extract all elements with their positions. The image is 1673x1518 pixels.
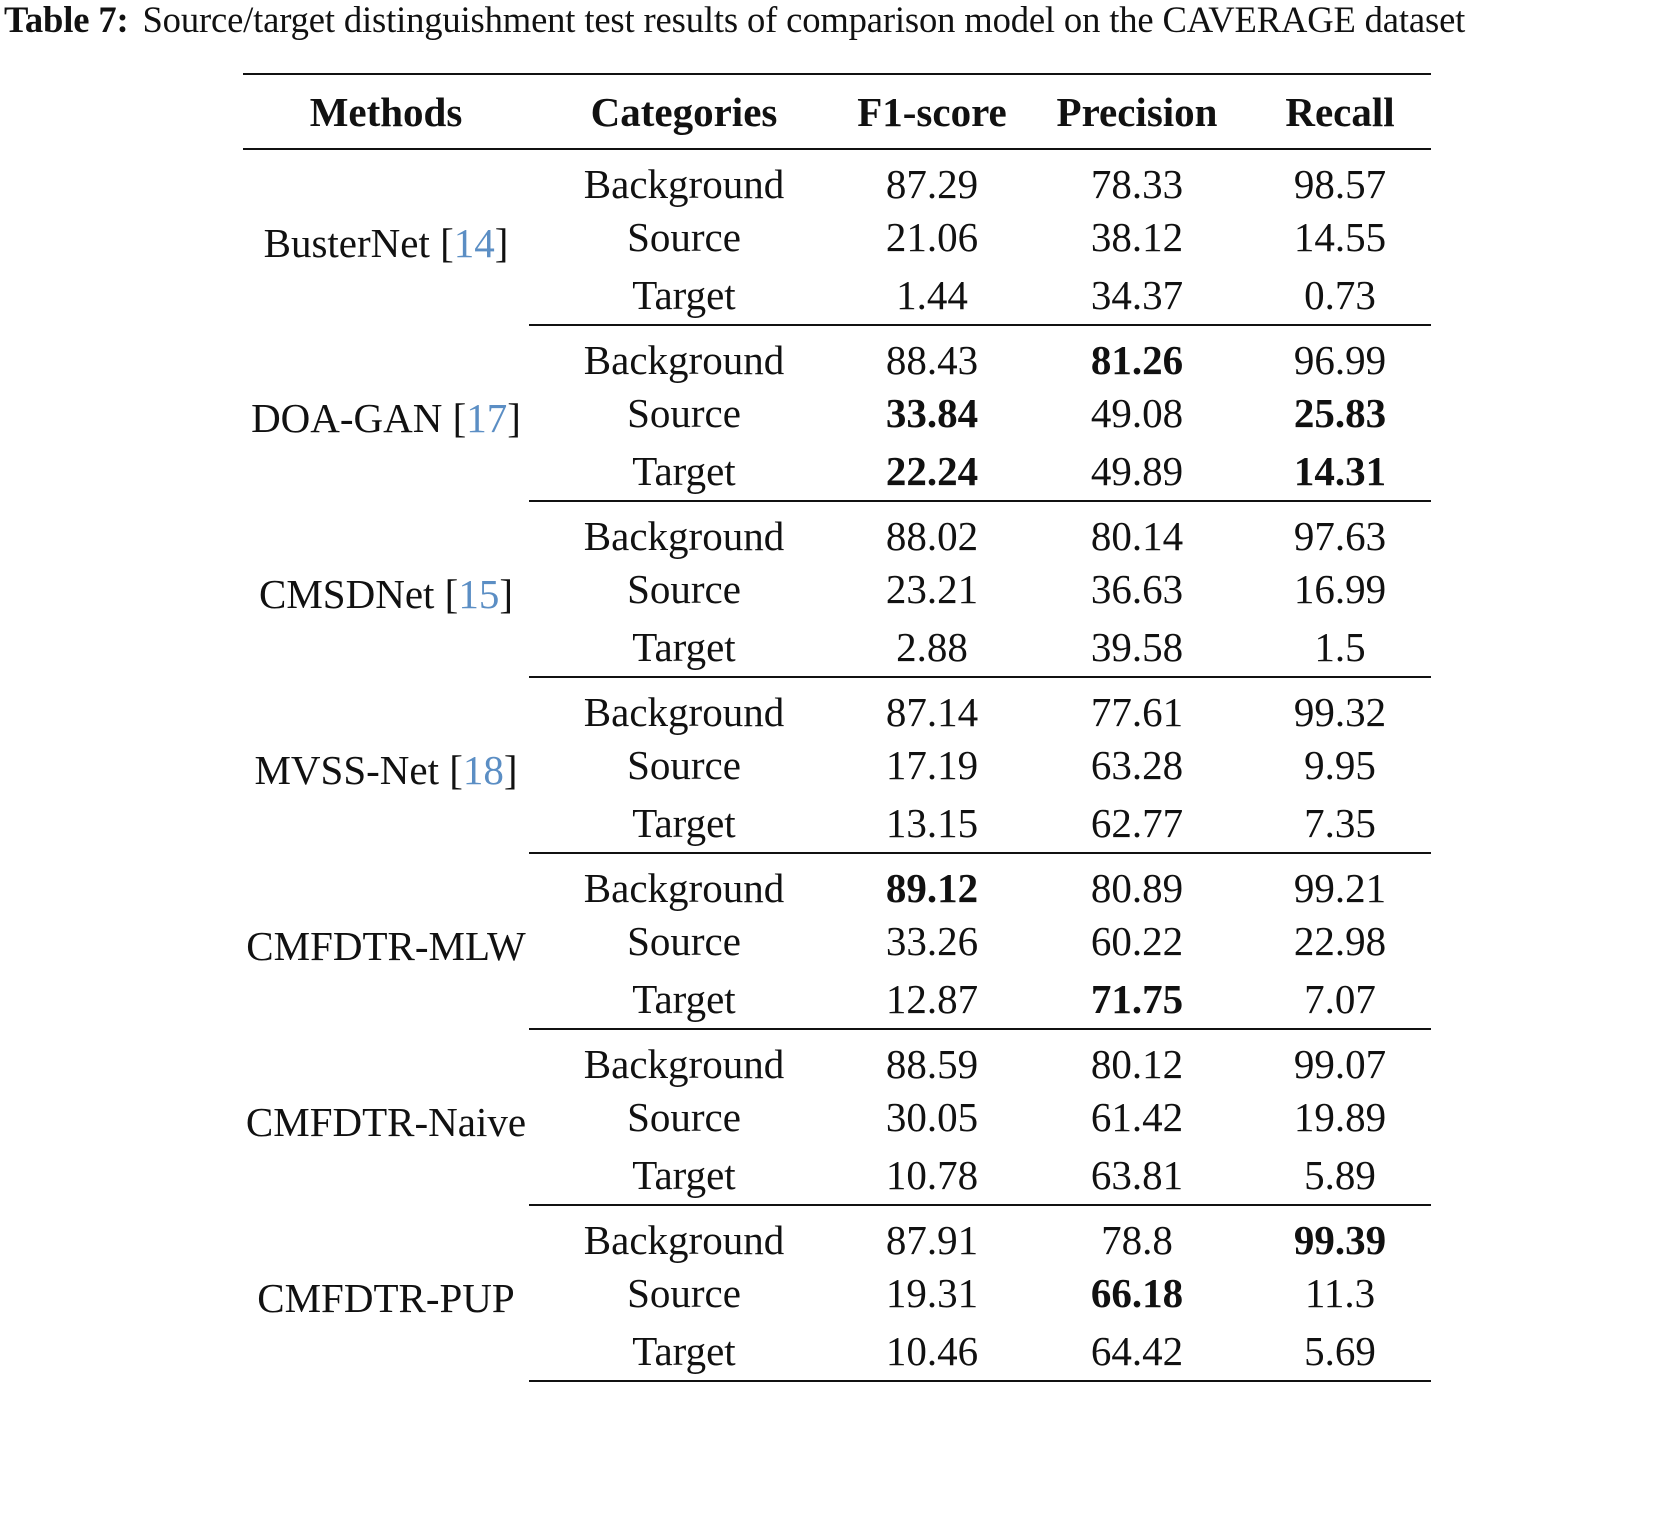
recall-cell: 9.95: [1304, 742, 1376, 789]
category-cell: Target: [529, 971, 839, 1030]
method-name: MVSS-Net: [254, 747, 439, 793]
table-caption: [4, 0, 1673, 40]
precision-cell: 60.22: [1090, 918, 1184, 965]
citation-link[interactable]: 18: [462, 747, 504, 793]
precision-cell: 49.08: [1090, 390, 1184, 437]
precision-cell: 38.12: [1090, 214, 1184, 261]
category-cell: Background: [583, 1041, 785, 1087]
category-cell: Target: [529, 1323, 839, 1382]
recall-cell: 16.99: [1293, 566, 1387, 613]
precision-cell: 77.61: [1090, 689, 1184, 735]
recall-cell: 5.89: [1249, 1147, 1431, 1206]
method-cell: CMFDTR-PUP: [257, 1275, 515, 1321]
precision-cell: 78.33: [1090, 161, 1184, 207]
method-cell: CMFDTR-Naive: [245, 1099, 527, 1145]
category-cell: Target: [529, 443, 839, 502]
header-row: [243, 74, 1431, 149]
f1-cell: 2.88: [839, 619, 1025, 678]
category-cell: Target: [529, 619, 839, 678]
f1-cell: 30.05: [885, 1094, 979, 1141]
header-recall: Recall: [1249, 74, 1431, 149]
precision-cell: 36.63: [1090, 566, 1184, 613]
recall-cell: 1.5: [1249, 619, 1431, 678]
table-row: [243, 501, 1431, 560]
category-cell: Background: [583, 337, 785, 383]
recall-cell: 14.55: [1293, 214, 1387, 261]
f1-cell: 12.87: [839, 971, 1025, 1030]
f1-cell: 10.78: [839, 1147, 1025, 1206]
table-row: [243, 325, 1431, 384]
category-cell: Background: [583, 161, 785, 207]
precision-cell: 80.14: [1090, 513, 1184, 559]
table-row: [243, 1205, 1431, 1264]
f1-cell: 19.31: [885, 1270, 979, 1317]
precision-cell-best: 66.18: [1090, 1270, 1184, 1317]
recall-cell: 99.32: [1293, 689, 1387, 735]
results-table: [243, 73, 1431, 1382]
precision-cell: 64.42: [1025, 1323, 1249, 1382]
precision-cell: 39.58: [1025, 619, 1249, 678]
f1-cell: 10.46: [839, 1323, 1025, 1382]
header-f1-score: F1-score: [839, 74, 1025, 149]
precision-cell: 63.28: [1090, 742, 1184, 789]
category-cell: Source: [627, 214, 741, 261]
f1-cell: 87.14: [885, 689, 979, 735]
recall-cell: 0.73: [1249, 267, 1431, 326]
category-cell: Source: [627, 1094, 741, 1141]
recall-cell-best: 14.31: [1249, 443, 1431, 502]
table-row: [243, 149, 1431, 208]
recall-cell: 11.3: [1304, 1270, 1376, 1317]
category-cell: Source: [627, 390, 741, 437]
method-name: DOA-GAN: [251, 395, 443, 441]
f1-cell: 87.91: [885, 1217, 979, 1263]
category-cell: Source: [627, 918, 741, 965]
citation-link[interactable]: 17: [466, 395, 508, 441]
recall-cell: 22.98: [1293, 918, 1387, 965]
recall-cell: 99.21: [1293, 865, 1387, 911]
recall-cell-best: 25.83: [1293, 390, 1387, 437]
category-cell: Background: [583, 1217, 785, 1263]
f1-cell: 13.15: [839, 795, 1025, 854]
citation-link[interactable]: 14: [453, 219, 495, 266]
precision-cell-best: 81.26: [1090, 337, 1184, 383]
f1-cell: 87.29: [885, 161, 979, 207]
f1-cell: 1.44: [839, 267, 1025, 326]
recall-cell: 7.35: [1249, 795, 1431, 854]
method-cell: DOA-GAN [17]: [251, 395, 521, 441]
f1-cell: 23.21: [885, 566, 979, 613]
method-cell: BusterNet [14]: [263, 219, 509, 266]
caption-label: Table 7:: [4, 0, 129, 40]
recall-cell: 99.07: [1293, 1041, 1387, 1087]
precision-cell: 62.77: [1025, 795, 1249, 854]
method-name: BusterNet: [263, 219, 430, 266]
f1-cell-best: 22.24: [839, 443, 1025, 502]
f1-cell: 88.59: [885, 1041, 979, 1087]
precision-cell: 80.12: [1090, 1041, 1184, 1087]
header-precision: Precision: [1025, 74, 1249, 149]
precision-cell: 34.37: [1025, 267, 1249, 326]
header-methods: Methods: [243, 74, 529, 149]
category-cell: Target: [529, 1147, 839, 1206]
category-cell: Target: [529, 267, 839, 326]
f1-cell: 17.19: [885, 742, 979, 789]
f1-cell: 21.06: [885, 214, 979, 261]
category-cell: Source: [627, 1270, 741, 1317]
precision-cell: 49.89: [1025, 443, 1249, 502]
category-cell: Source: [627, 742, 741, 789]
f1-cell-best: 89.12: [885, 865, 979, 911]
recall-cell: 97.63: [1293, 513, 1387, 559]
table-row: [243, 677, 1431, 736]
header-categories: Categories: [529, 74, 839, 149]
method-cell: CMFDTR-MLW: [246, 923, 526, 969]
category-cell: Target: [529, 795, 839, 854]
f1-cell: 88.43: [885, 337, 979, 383]
table-row: [243, 1029, 1431, 1088]
recall-cell: 19.89: [1293, 1094, 1387, 1141]
recall-cell: 98.57: [1293, 161, 1387, 207]
precision-cell: 61.42: [1090, 1094, 1184, 1141]
f1-cell: 33.26: [885, 918, 979, 965]
recall-cell: 96.99: [1293, 337, 1387, 383]
precision-cell: 80.89: [1090, 865, 1184, 911]
recall-cell: 5.69: [1249, 1323, 1431, 1382]
method-cell: MVSS-Net [18]: [254, 747, 518, 793]
precision-cell: 78.8: [1101, 1217, 1173, 1263]
citation-link[interactable]: 15: [458, 571, 500, 617]
category-cell: Source: [627, 566, 741, 613]
category-cell: Background: [583, 513, 785, 559]
f1-cell: 88.02: [885, 513, 979, 559]
precision-cell: 63.81: [1025, 1147, 1249, 1206]
recall-cell: 7.07: [1249, 971, 1431, 1030]
category-cell: Background: [583, 865, 785, 911]
method-name: CMSDNet: [259, 571, 435, 617]
precision-cell-best: 71.75: [1025, 971, 1249, 1030]
caption-text: Source/target distinguishment test results of comparison model on the CAVERAGE dataset: [142, 0, 1466, 40]
recall-cell-best: 99.39: [1293, 1217, 1387, 1263]
category-cell: Background: [583, 689, 785, 735]
table-row: [243, 853, 1431, 912]
method-cell: CMSDNet [15]: [259, 571, 513, 617]
f1-cell-best: 33.84: [885, 390, 979, 437]
